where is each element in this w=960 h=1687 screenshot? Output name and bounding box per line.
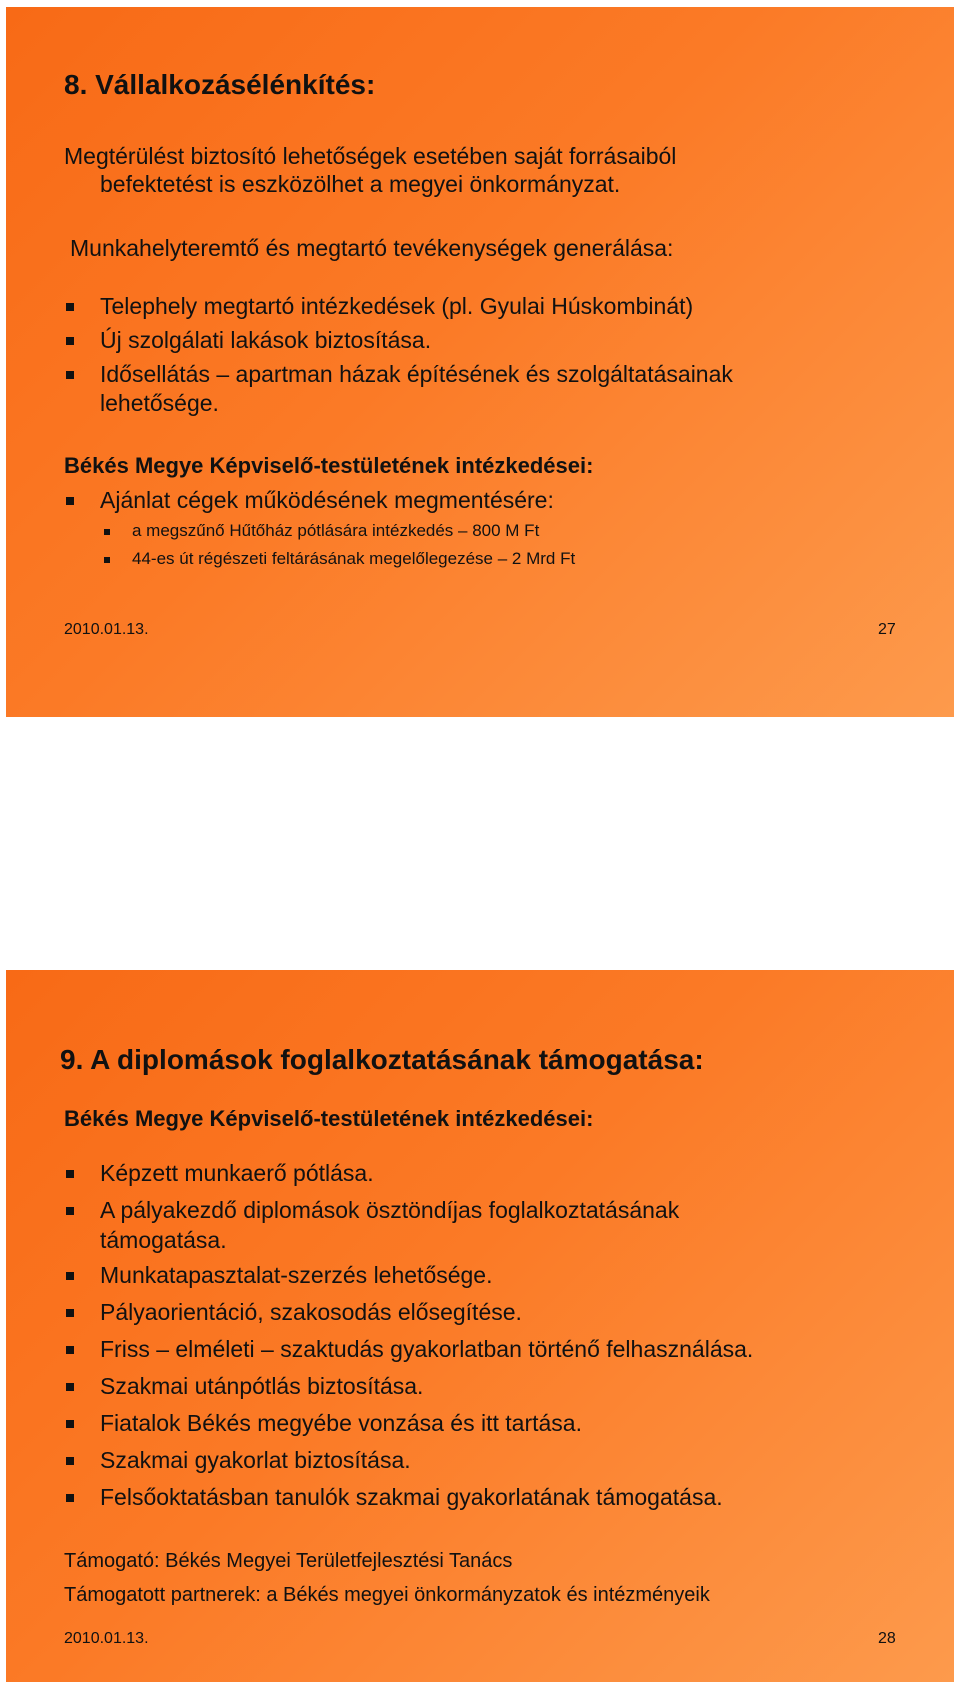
page-number: 28 [878,1630,896,1647]
bullet-item: Szakmai utánpótlás biztosítása. [100,1373,424,1399]
sub-bullet-item: 44-es út régészeti feltárásának megelőlegezése – 2 Mrd Ft [132,549,576,568]
bullet-item: Idősellátás – apartman házak építésének és szolgáltatásainak [100,361,733,387]
footer-date: 2010.01.13. [64,1630,149,1647]
bullet-item: Pályaorientáció, szakosodás elősegítése. [100,1299,522,1325]
bullet-item: Felsőoktatásban tanulók szakmai gyakorlatának támogatása. [100,1484,723,1510]
bullet-square-icon [66,1207,74,1215]
bullet-item: Szakmai gyakorlat biztosítása. [100,1447,411,1473]
offer-bullet: Ajánlat cégek működésének megmentésére: [100,487,554,513]
bullet-item-continuation: támogatása. [100,1227,227,1253]
intro-text-line-1: Megtérülést biztosító lehetőségek esetében saját forrásaiból [64,143,677,169]
bullet-square-icon [66,1346,74,1354]
council-heading: Békés Megye Képviselő-testületének intézkedései: [64,1106,594,1131]
page-number: 27 [878,621,896,638]
bullet-item: Friss – elméleti – szaktudás gyakorlatban történő felhasználása. [100,1336,754,1362]
bullet-square-icon [66,1309,74,1317]
intro-text-line-2: befektetést is eszközölhet a megyei önkormányzat. [100,171,621,197]
bullet-item: A pályakezdő diplomások ösztöndíjas foglalkoztatásának [100,1197,680,1223]
bullet-square-icon [66,1272,74,1280]
bullet-square-icon [66,337,74,345]
sub-bullet-item: a megszűnő Hűtőház pótlására intézkedés – 800 M Ft [132,521,540,540]
bullet-item-continuation: lehetősége. [100,390,219,416]
slide-28 [6,970,954,1682]
bullet-square-icon [66,1457,74,1465]
slide-title: 9. A diplomások foglalkoztatásának támogatása: [60,1044,704,1075]
bullet-item: Képzett munkaerő pótlása. [100,1160,374,1186]
subheading: Munkahelyteremtő és megtartó tevékenységek generálása: [70,235,674,261]
bullet-square-icon [66,303,74,311]
bullet-square-icon [66,1494,74,1502]
bullet-square-icon [66,497,74,505]
footer-date: 2010.01.13. [64,621,149,638]
slide-title: 8. Vállalkozásélénkítés: [64,69,376,100]
bullet-item: Fiatalok Békés megyébe vonzása és itt tartása. [100,1410,582,1436]
bullet-item: Telephely megtartó intézkedések (pl. Gyulai Húskombinát) [100,293,694,319]
bullet-square-icon [66,371,74,379]
sub-bullet-square-icon [104,557,110,563]
bullet-square-icon [66,1170,74,1178]
bullet-item: Munkatapasztalat-szerzés lehetősége. [100,1262,493,1288]
slide-27 [6,7,954,717]
supporter-text: Támogató: Békés Megyei Területfejlesztési Tanács [64,1550,513,1572]
bullet-item: Új szolgálati lakások biztosítása. [100,327,432,353]
bullet-square-icon [66,1383,74,1391]
partners-text: Támogatott partnerek: a Békés megyei önkormányzatok és intézményeik [64,1584,710,1606]
council-heading: Békés Megye Képviselő-testületének intézkedései: [64,453,594,478]
bullet-square-icon [66,1420,74,1428]
sub-bullet-square-icon [104,529,110,535]
